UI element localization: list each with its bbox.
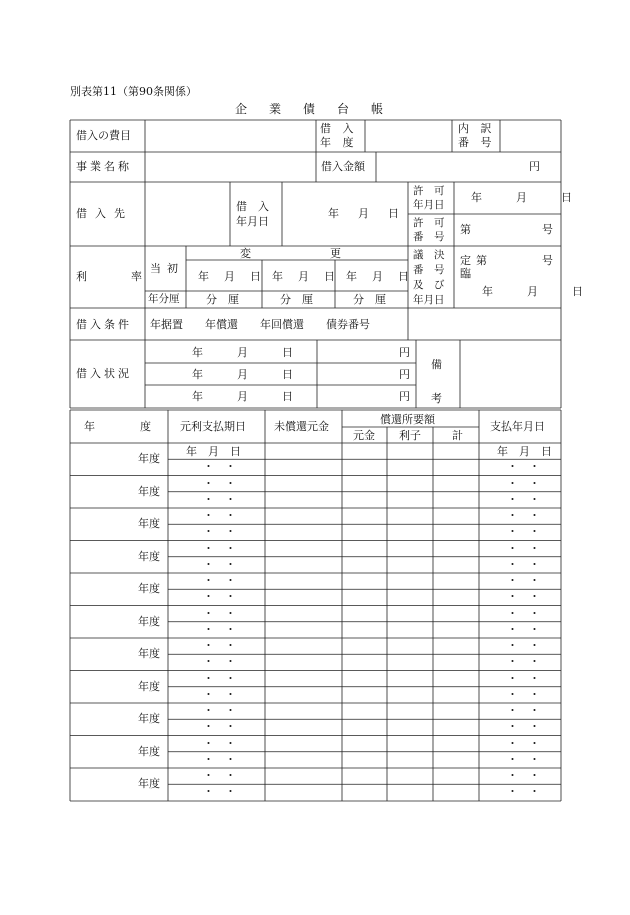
ledger-due-ymd: 年 月 日 bbox=[186, 445, 241, 458]
ledger-paydate-dots: ・ ・ bbox=[507, 476, 540, 490]
resolution-date: 年 月 日 bbox=[482, 285, 587, 298]
ledger-row-fy: 年度 bbox=[138, 484, 160, 498]
ledger-paydate-dots: ・ ・ bbox=[507, 639, 540, 652]
fun-rin-1: 分 厘 bbox=[206, 293, 239, 306]
ledger-due-dots: ・ ・ bbox=[203, 785, 236, 799]
change-date-3: 年 月 日 bbox=[346, 270, 411, 283]
status-yen-2: 円 bbox=[399, 368, 410, 381]
ledger-due-dots: ・ ・ bbox=[203, 752, 236, 766]
ledger-due-dots: ・ ・ bbox=[203, 590, 236, 604]
status-yen-1: 円 bbox=[399, 346, 410, 359]
ledger-row-fy: 年度 bbox=[138, 744, 160, 758]
change-date-1: 年 月 日 bbox=[198, 270, 263, 283]
conditions-text: 年据置 年償還 年回償還 債券番号 bbox=[150, 318, 370, 331]
breakdown-no-label: 内 訳 番 号 bbox=[458, 122, 496, 149]
ledger-due-dots: ・ ・ bbox=[203, 639, 236, 652]
ledger-paydate-dots: ・ ・ bbox=[507, 720, 540, 734]
ledger-due-dots: ・ ・ bbox=[203, 736, 236, 750]
ledger-due-dots: ・ ・ bbox=[203, 769, 236, 782]
ledger-paydate-dots: ・ ・ bbox=[507, 541, 540, 555]
interest-label: 利 率 bbox=[76, 270, 142, 283]
ledger-paydate-dots: ・ ・ bbox=[507, 687, 540, 701]
ledger-row-fy: 年度 bbox=[138, 712, 160, 725]
ledger-due-dots: ・ ・ bbox=[203, 509, 236, 522]
ledger-due-dots: ・ ・ bbox=[203, 460, 236, 474]
ledger-paydate-dots: ・ ・ bbox=[507, 769, 540, 782]
ledger-paydate-dots: ・ ・ bbox=[507, 671, 540, 685]
ledger-due-dots: ・ ・ bbox=[203, 720, 236, 734]
ledger-due-dots: ・ ・ bbox=[203, 525, 236, 539]
col-fy: 年 度 bbox=[84, 420, 154, 433]
teirei-label: 定 臨 bbox=[460, 254, 471, 280]
status-date-2: 年 月 日 bbox=[192, 368, 297, 381]
ledger-paydate-dots: ・ ・ bbox=[507, 590, 540, 604]
ledger-due-dots: ・ ・ bbox=[203, 606, 236, 620]
ledger-paydate-ymd: 年 月 日 bbox=[497, 445, 552, 458]
permit-no-dai: 第 bbox=[460, 223, 471, 236]
ledger-paydate-dots: ・ ・ bbox=[507, 492, 540, 506]
ledger-paydate-dots: ・ ・ bbox=[507, 736, 540, 750]
ledger-row-fy: 年度 bbox=[138, 777, 160, 790]
ledger-due-dots: ・ ・ bbox=[203, 704, 236, 717]
status-yen-3: 円 bbox=[399, 390, 410, 403]
ledger-due-dots: ・ ・ bbox=[203, 622, 236, 636]
percent-label: 年分厘 bbox=[148, 293, 180, 305]
lender-label: 借入先 bbox=[76, 207, 133, 220]
ledger-paydate-dots: ・ ・ bbox=[507, 509, 540, 522]
col-total: 計 bbox=[452, 429, 463, 442]
fun-rin-2: 分 厘 bbox=[280, 293, 313, 306]
ledger-paydate-dots: ・ ・ bbox=[507, 752, 540, 766]
yen-unit: 円 bbox=[529, 160, 540, 173]
ledger-paydate-dots: ・ ・ bbox=[507, 574, 540, 587]
ledger-row-fy: 年度 bbox=[138, 452, 160, 465]
loan-amount-label: 借入金額 bbox=[321, 160, 365, 173]
change-label: 変 更 bbox=[240, 247, 345, 260]
ledger-due-dots: ・ ・ bbox=[203, 541, 236, 555]
ledger-row-fy: 年度 bbox=[138, 582, 160, 595]
loan-fy-label: 借 入 年 度 bbox=[320, 122, 358, 149]
status-date-3: 年 月 日 bbox=[192, 390, 297, 403]
ledger-due-dots: ・ ・ bbox=[203, 476, 236, 490]
change-date-2: 年 月 日 bbox=[272, 270, 337, 283]
ledger-due-dots: ・ ・ bbox=[203, 655, 236, 669]
resolution-label: 議 決 番 号 及 び 年月日 bbox=[413, 249, 445, 306]
col-due: 元利支払期日 bbox=[180, 420, 246, 433]
col-interest: 利子 bbox=[399, 429, 421, 442]
permit-date-value: 年 月 日 bbox=[471, 191, 576, 204]
ledger-due-dots: ・ ・ bbox=[203, 687, 236, 701]
ledger-due-dots: ・ ・ bbox=[203, 671, 236, 685]
ledger-paydate-dots: ・ ・ bbox=[507, 557, 540, 571]
ledger-row-fy: 年度 bbox=[138, 549, 160, 563]
ledger-row-fy: 年度 bbox=[138, 679, 160, 693]
ledger-paydate-dots: ・ ・ bbox=[507, 655, 540, 669]
loan-date-value: 年 月 日 bbox=[328, 207, 403, 220]
ledger-paydate-dots: ・ ・ bbox=[507, 622, 540, 636]
ledger-paydate-dots: ・ ・ bbox=[507, 525, 540, 539]
appendix-reference: 別表第11（第90条関係） bbox=[70, 85, 197, 98]
ledger-paydate-dots: ・ ・ bbox=[507, 460, 540, 474]
ledger-paydate-dots: ・ ・ bbox=[507, 606, 540, 620]
resolution-no: 第 号 bbox=[476, 254, 553, 267]
status-label: 借入状況 bbox=[76, 367, 132, 380]
remarks-label: 備 考 bbox=[431, 358, 442, 405]
col-paydate: 支払年月日 bbox=[490, 420, 545, 433]
ledger-row-fy: 年度 bbox=[138, 647, 160, 660]
col-principal: 元金 bbox=[353, 429, 375, 442]
loan-date-label: 借 入 年月日 bbox=[236, 200, 269, 228]
ledger-paydate-dots: ・ ・ bbox=[507, 704, 540, 717]
ledger-row-fy: 年度 bbox=[138, 517, 160, 530]
col-unpaid: 未償還元金 bbox=[274, 420, 329, 433]
ledger-row-fy: 年度 bbox=[138, 614, 160, 628]
col-required: 償還所要額 bbox=[380, 413, 435, 426]
status-date-1: 年 月 日 bbox=[192, 346, 297, 359]
ledger-due-dots: ・ ・ bbox=[203, 557, 236, 571]
ledger-due-dots: ・ ・ bbox=[203, 492, 236, 506]
expense-label: 借入の費目 bbox=[76, 129, 131, 142]
page-title: 企業債台帳 bbox=[235, 102, 406, 116]
conditions-label: 借入条件 bbox=[76, 318, 132, 331]
permit-no-go: 号 bbox=[542, 223, 553, 236]
initial-label: 当初 bbox=[150, 262, 184, 275]
ledger-due-dots: ・ ・ bbox=[203, 574, 236, 587]
permit-no-label: 許 可 番 号 bbox=[413, 217, 445, 243]
fun-rin-3: 分 厘 bbox=[353, 293, 386, 306]
ledger-paydate-dots: ・ ・ bbox=[507, 785, 540, 799]
project-name-label: 事業名称 bbox=[76, 160, 132, 173]
permit-date-label: 許 可 年月日 bbox=[413, 185, 445, 211]
